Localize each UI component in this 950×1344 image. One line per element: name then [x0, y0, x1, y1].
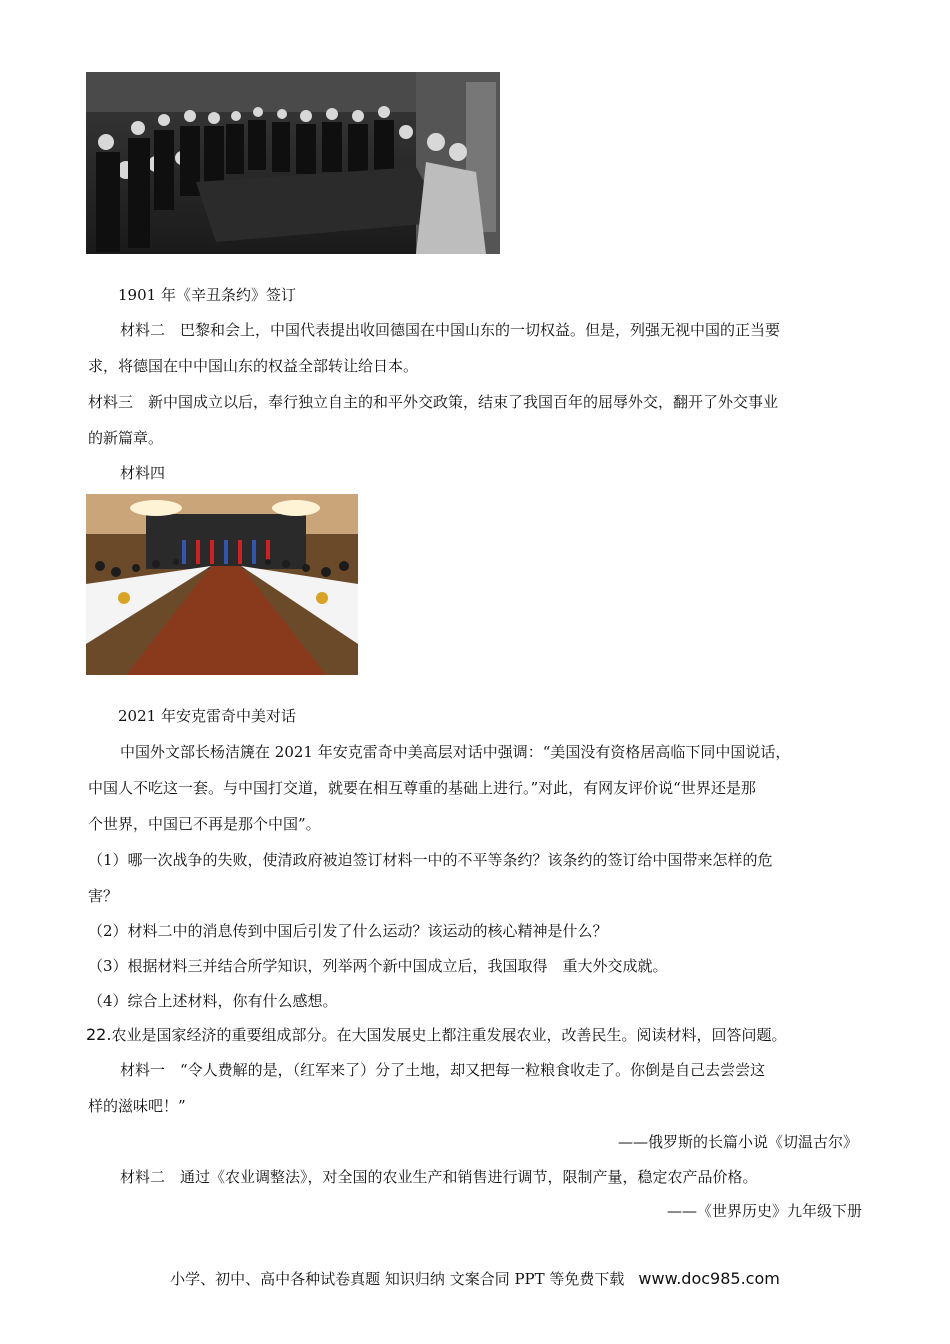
material4-line2: 中国人不吃这一套。与中国打交道，就要在相互尊重的基础上进行。”对此，有网友评价说“世界还是那	[88, 779, 756, 797]
footer-text: 小学、初中、高中各种试卷真题 知识归纳 文案合同 PPT 等免费下载	[170, 1270, 625, 1288]
question-22-heading	[86, 1025, 786, 1045]
footer-url[interactable]: www.doc985.com	[638, 1269, 780, 1288]
question-4: （4）综合上述材料，你有什么感想。	[88, 992, 338, 1010]
material3-line2: 的新篇章。	[88, 429, 164, 447]
material4-line1: 中国外文部长杨洁篪在 2021 年安克雷奇中美高层对话中强调：“美国没有资格居高临下同中国说话，	[120, 743, 791, 761]
anchorage-photo-caption: 2021 年安克雷奇中美对话	[118, 707, 296, 725]
q22-material1-source: ——俄罗斯的长篇小说《切温古尔》	[617, 1133, 858, 1151]
question-22-intro: 农业是国家经济的重要组成部分。在大国发展史上都注重发展农业，改善民生。阅读材料，回答问题。	[111, 1026, 787, 1044]
question-3: （3）根据材料三并结合所学知识，列举两个新中国成立后，我国取得 重大外交成就。	[88, 957, 668, 975]
material3-line1: 材料三 新中国成立以后，奉行独立自主的和平外交政策，结束了我国百年的屈辱外交，翻开了外交事业	[88, 393, 779, 411]
question-2: （2）材料二中的消息传到中国后引发了什么运动？该运动的核心精神是什么？	[88, 922, 608, 940]
material4-line3: 个世界，中国已不再是那个中国”。	[88, 815, 321, 833]
question-1-line2: 害？	[88, 887, 119, 905]
footer	[0, 1268, 950, 1290]
anchorage-dialogue-photo	[86, 494, 358, 675]
treaty-photo-caption: 1901 年《辛丑条约》签订	[118, 286, 296, 304]
q22-material1-line1: 材料一 “令人费解的是，（红军来了）分了土地，却又把每一粒粮食收走了。你倒是自己去尝尝这	[120, 1061, 766, 1079]
treaty-photo	[86, 72, 500, 254]
question-22-number: 22.	[86, 1025, 112, 1044]
material2-line1: 材料二 巴黎和会上，中国代表提出收回德国在中国山东的一切权益。但是，列强无视中国的正当要	[120, 321, 781, 339]
material4-label: 材料四	[120, 464, 166, 482]
q22-material2-source: ——《世界历史》九年级下册	[666, 1202, 862, 1220]
material2-line2: 求，将德国在中中国山东的权益全部转让给日本。	[88, 357, 419, 375]
question-1-line1: （1）哪一次战争的失败，使清政府被迫签订材料一中的不平等条约？该条约的签订给中国带来怎样的危	[88, 851, 773, 869]
q22-material1-line2: 样的滋味吧！”	[88, 1097, 186, 1115]
q22-material2-text: 材料二 通过《农业调整法》，对全国的农业生产和销售进行调节，限制产量，稳定农产品价格。	[120, 1168, 758, 1186]
